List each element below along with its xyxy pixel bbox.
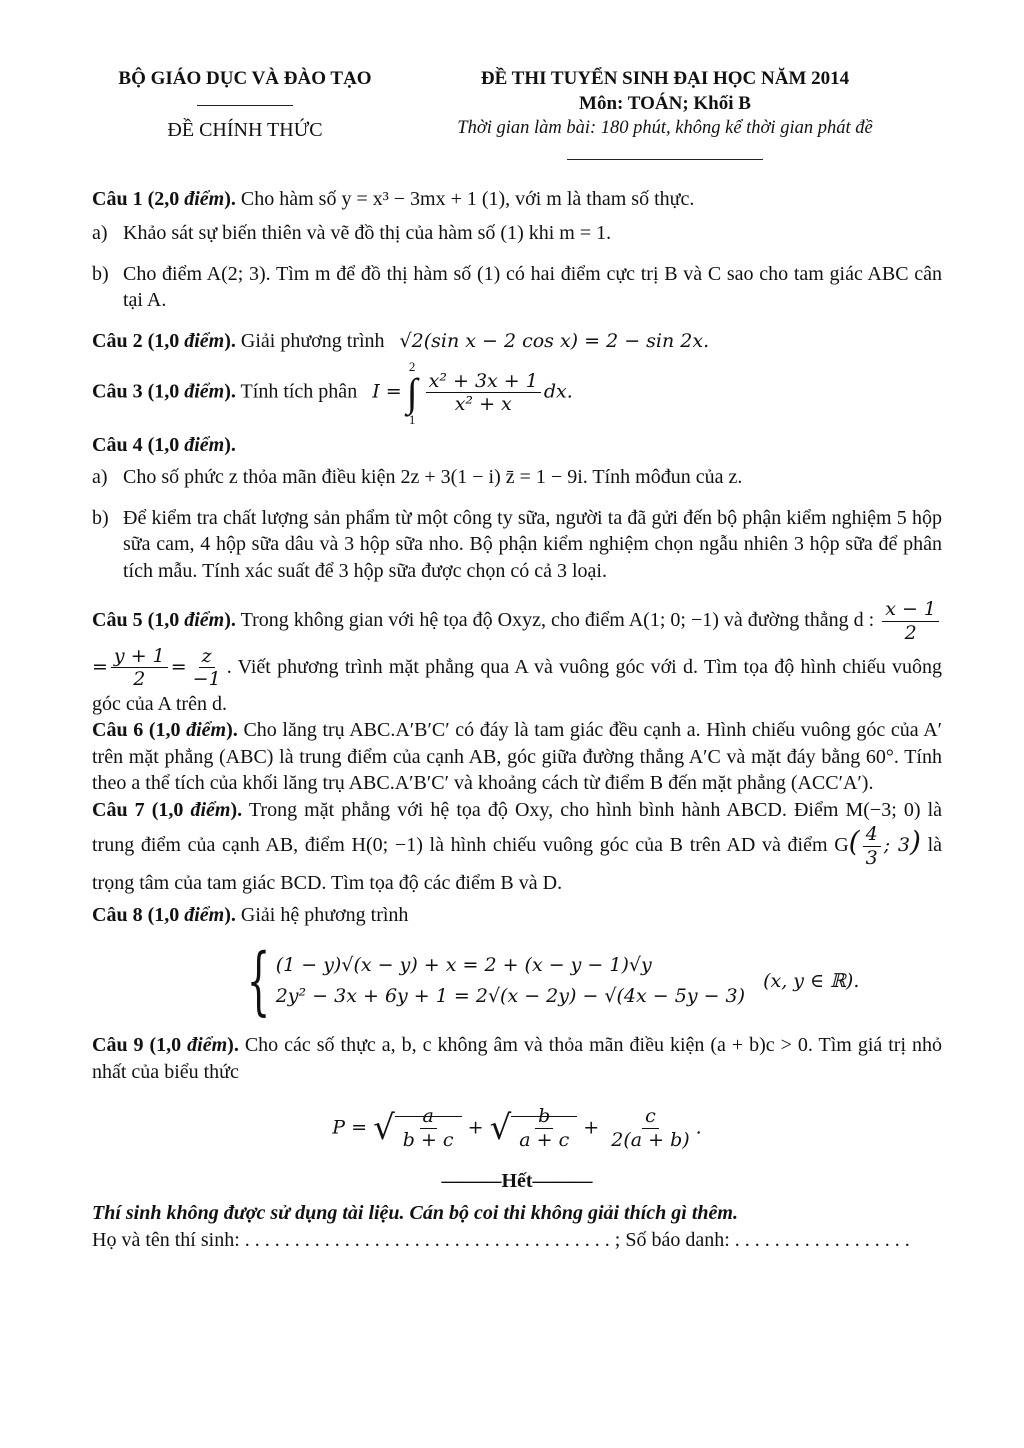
question-label: Câu 8 (1,0 điểm). <box>92 904 236 927</box>
question-4b: b) Để kiểm tra chất lượng sản phẩm từ một công ty sữa, người ta đã gửi đến bộ phận kiểm nghiệm 5 hộp sữa cam, 4 hộp sữa dâu và 3 hộp sữa nho. Bộ phận kiểm nghiệm chọn ngẫu nhiên 3 hộp sữa để phân tích mẫu. Tính xác suất để 3 hộp sữa được chọn có cả 3 loại. <box>92 505 942 584</box>
question-4a: a) Cho số phức z thỏa mãn điều kiện 2z + 3(1 − i) z̄ = 1 − 9i. Tính môđun của z. <box>92 464 942 490</box>
question-text: . Viết phương trình mặt phẳng qua A và vuông góc với d. Tìm tọa độ hình chiếu vuông góc của A trên d. <box>92 655 942 716</box>
question-text: Cho lăng trụ ABC.A′B′C′ có đáy là tam giác đều cạnh a. Hình chiếu vuông góc của A′ trên mặt phẳng (ABC) là trung điểm của cạnh AB, góc giữa đường thẳng A′C và mặt đáy bằng 60°. Tính theo a thể tích của khối lăng trụ ABC.A′B′C′ và khoảng cách từ điểm B đến mặt phẳng (ACC′A′). <box>92 719 943 795</box>
header-divider <box>197 105 293 106</box>
system-equation-1: (1 − y)√(x − y) + x = 2 + (x − y − 1)√y <box>275 954 652 977</box>
question-5: Câu 5 (1,0 điểm). Trong không gian với hệ tọa độ Oxyz, cho điểm A(1; 0; −1) và đường thẳng d : $\frac{x - 1}{2}$ = $\frac{y + 1}{2}$ = $\frac{z}{-1}$ . Viết phương trình mặt phẳng qua A và vuông góc với d. Tìm tọa độ hình chiếu vuông góc của A trên d. <box>92 597 942 716</box>
question-1a: a) Khảo sát sự biến thiên và vẽ đồ thị của hàm số (1) khi m = 1. <box>92 220 942 246</box>
system-domain: (x, y ∈ ℝ). <box>763 969 860 992</box>
question-3: Câu 3 (1,0 điểm). Tính tích phân I = 2 ∫ 1 $\frac{\text{x² + 3x + 1}}{\text{x² + x}}$ dx. <box>92 358 573 427</box>
question-text: Khảo sát sự biến thiên và vẽ đồ thị của hàm số (1) khi m = 1. <box>123 222 612 245</box>
question-2 <box>92 328 942 354</box>
end-marker: ———Hết——— <box>441 1169 593 1192</box>
centroid-fraction: $\frac{4}{3}$ <box>863 823 881 870</box>
header-right <box>410 66 920 167</box>
question-text: Trong không gian với hệ tọa độ Oxyz, cho điểm A(1; 0; −1) và đường thẳng d : <box>240 608 875 631</box>
equation: √2(sin x − 2 cos x) = 2 − sin 2x. <box>399 329 710 352</box>
integral-sign: 2 ∫ 1 <box>406 358 418 427</box>
question-text: Cho điểm A(2; 3). Tìm m để đồ thị hàm số (1) có hai điểm cực trị B và C sao cho tam giác ABC cân tại A. <box>123 262 942 312</box>
question-1 <box>92 186 942 212</box>
header-left <box>95 66 395 144</box>
question-label: Câu 3 (1,0 điểm). <box>92 380 236 403</box>
question-text: là trọng tâm của tam giác BCD. Tìm tọa độ các điểm B và D. <box>92 833 943 894</box>
time-note: Thời gian làm bài: 180 phút, không kể thời gian phát đề <box>457 118 873 139</box>
line-fraction-x: $\frac{x - 1}{2}$ <box>882 598 939 645</box>
expression-P: P = √ $\frac{a}{b + c}$ + √ $\frac{b}{a + c}$ + $\frac{c}{2(a + b)}$ . <box>332 1105 702 1151</box>
header-divider-right <box>567 159 763 160</box>
integrand-fraction: $\frac{\text{x² + 3x + 1}}{\text{x² + x}}$ <box>426 370 541 417</box>
line-fraction-z: $\frac{z}{-1}$ <box>192 644 221 691</box>
question-text: Trong mặt phẳng với hệ tọa độ Oxy, cho hình bình hành ABCD. Điểm M(−3; 0) là trung điểm của cạnh AB, điểm H(0; −1) là hình chiếu vuông góc của B trên AD và điểm G <box>92 798 943 856</box>
ministry-name: BỘ GIÁO DỤC VÀ ĐÀO TẠO <box>118 68 372 89</box>
question-label: Câu 5 (1,0 điểm). <box>92 608 236 631</box>
line-fraction-y: $\frac{y + 1}{2}$ <box>111 645 168 692</box>
question-4 <box>92 432 942 458</box>
question-label: Câu 7 (1,0 điểm). <box>92 798 243 821</box>
subject-line: Môn: TOÁN; Khối B <box>579 93 751 115</box>
official-label: ĐỀ CHÍNH THỨC <box>167 119 323 142</box>
left-brace: { <box>246 938 270 1025</box>
question-7: Câu 7 (1,0 điểm). Trong mặt phẳng với hệ tọa độ Oxy, cho hình bình hành ABCD. Điểm M(−3; 0) là trung điểm của cạnh AB, điểm H(0; −1) là hình chiếu vuông góc của B trên AD và điểm G( $\frac{4}{3}$ ; 3) là trọng tâm của tam giác BCD. Tìm tọa độ các điểm B và D. <box>92 798 943 894</box>
question-8 <box>92 902 942 928</box>
system-equation-2: 2y² − 3x + 6y + 1 = 2√(x − 2y) − √(4x − 5y − 3) <box>275 985 746 1008</box>
question-text: Cho hàm số y = x³ − 3mx + 1 (1), với m là tham số thực. <box>240 188 695 210</box>
question-label: Câu 4 (1,0 điểm). <box>92 433 236 456</box>
exam-body <box>92 186 942 1253</box>
question-label: Câu 6 (1,0 điểm). <box>92 719 238 742</box>
question-text: Cho số phức z thỏa mãn điều kiện 2z + 3(1 − i) z̄ = 1 − 9i. Tính môđun của z. <box>123 466 743 489</box>
question-label: Câu 9 (1,0 điểm). <box>92 1034 239 1057</box>
question-6 <box>92 717 942 796</box>
candidate-name-field: Họ và tên thí sinh: . . . . . . . . . . . . . . . . . . . . . . . . . . . . . . . . . . . . . ; Số báo danh: . . . . . . . . . . . . . . . . . . <box>92 1228 910 1251</box>
question-label: Câu 1 (2,0 điểm). <box>92 188 236 210</box>
question-text: Giải phương trình <box>240 329 385 352</box>
question-1b: b) Cho điểm A(2; 3). Tìm m để đồ thị hàm số (1) có hai điểm cực trị B và C sao cho tam giác ABC cân tại A. <box>92 261 942 314</box>
equation-system <box>152 938 942 1025</box>
question-9 <box>92 1032 942 1085</box>
question-text: Để kiểm tra chất lượng sản phẩm từ một công ty sữa, người ta đã gửi đến bộ phận kiểm nghiệm 5 hộp sữa cam, 4 hộp sữa dâu và 3 hộp sữa nho. Bộ phận kiểm nghiệm chọn ngẫu nhiên 3 hộp sữa để phân tích mẫu. Tính xác suất để 3 hộp sữa được chọn có cả 3 loại. <box>123 506 942 582</box>
question-text: Cho các số thực a, b, c không âm và thỏa mãn điều kiện (a + b)c > 0. Tìm giá trị nhỏ nhất của biểu thức <box>92 1034 943 1083</box>
question-text: Giải hệ phương trình <box>240 904 409 927</box>
question-text: Tính tích phân <box>240 380 358 403</box>
question-label: Câu 2 (1,0 điểm). <box>92 329 236 352</box>
candidate-warning: Thí sinh không được sử dụng tài liệu. Cán bộ coi thi không giải thích gì thêm. <box>92 1202 738 1225</box>
exam-title: ĐỀ THI TUYỂN SINH ĐẠI HỌC NĂM 2014 <box>480 68 850 89</box>
